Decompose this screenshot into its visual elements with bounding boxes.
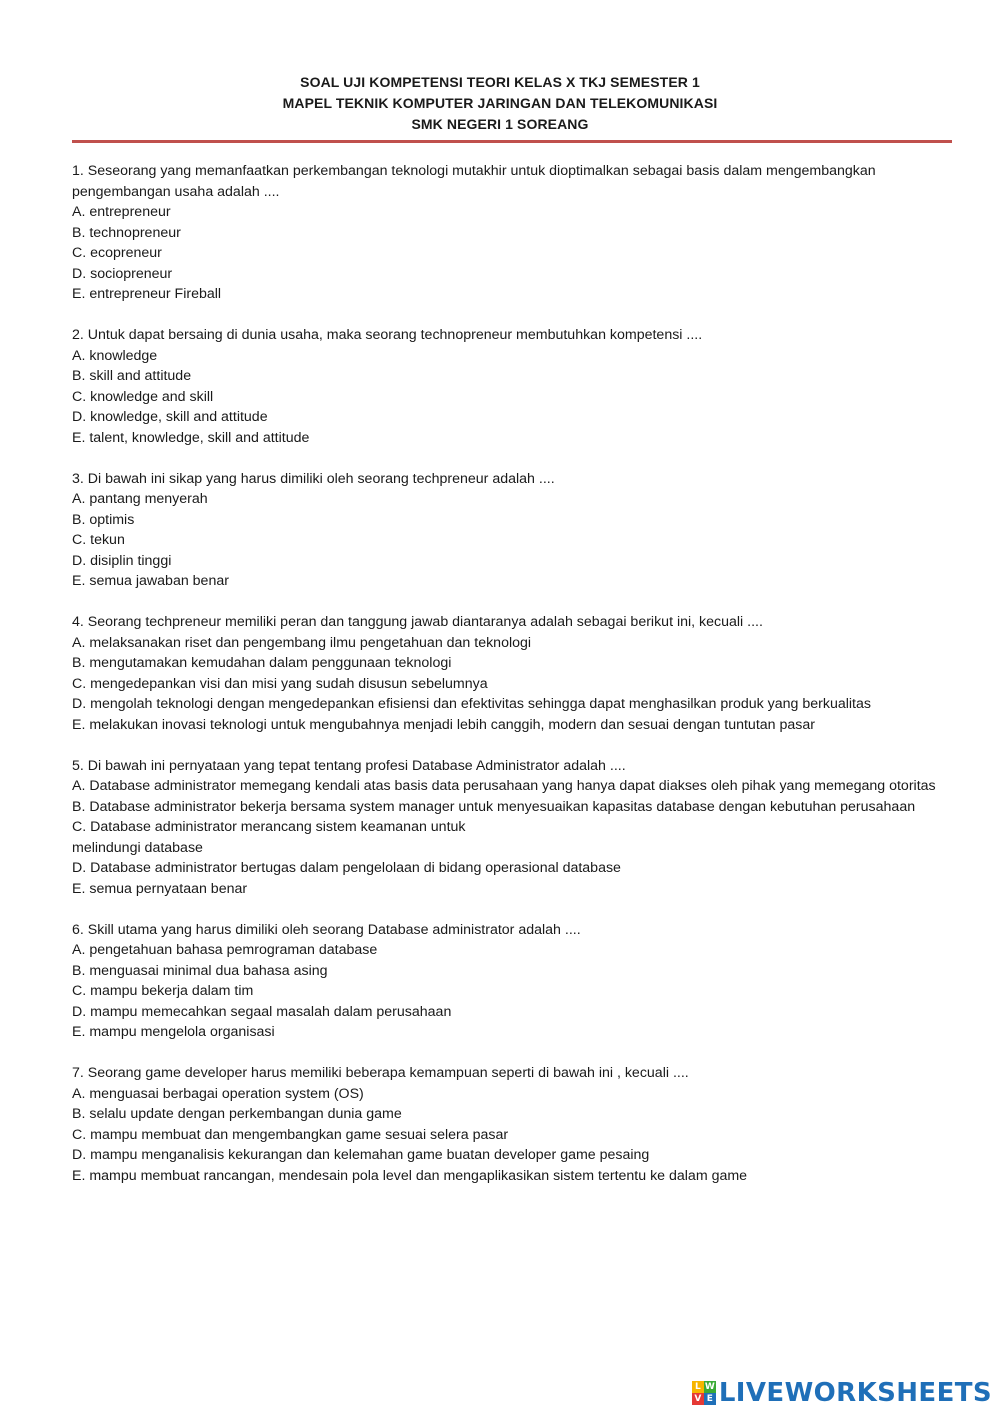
question-text: 7. Seorang game developer harus memiliki beberapa kemampuan seperti di bawah ini , kecuali .... [72, 1065, 689, 1081]
question-3 [72, 469, 944, 592]
answer-option-c: C. mampu membuat dan mengembangkan game sesuai selera pasar [72, 1126, 509, 1143]
liveworksheets-logo-icon [692, 1381, 716, 1405]
worksheet-header [0, 72, 1000, 135]
answer-option-c: C. tekun [72, 532, 125, 548]
answer-option-a: A. pengetahuan bahasa pemrograman database [72, 942, 378, 958]
question-text: 2. Untuk dapat bersaing di dunia usaha, maka seorang technopreneur membutuhkan kompetensi .... [72, 327, 703, 343]
answer-option-c: C. ecopreneur [72, 245, 162, 261]
answer-option-a: A. knowledge [72, 347, 158, 364]
question-2 [72, 325, 944, 448]
answer-option-c: C. mengedepankan visi dan misi yang sudah disusun sebelumnya [72, 675, 488, 692]
answer-option-a: A. melaksanakan riset dan pengembang ilmu pengetahuan dan teknologi [72, 634, 532, 651]
answer-option-d: D. Database administrator bertugas dalam pengelolaan di bidang operasional database [72, 860, 621, 876]
logo-icon-tile: V [692, 1393, 704, 1405]
question-4 [72, 612, 944, 735]
header-title-line-2: MAPEL TEKNIK KOMPUTER JARINGAN DAN TELEKOMUNIKASI [282, 95, 718, 111]
answer-option-d: D. mengolah teknologi dengan mengedepankan efisiensi dan efektivitas sehingga dapat menghasilkan produk yang berkualitas [72, 696, 871, 712]
question-5 [72, 756, 944, 900]
answer-option-b: B. selalu update dengan perkembangan dunia game [72, 1106, 402, 1122]
answer-option-b: B. skill and attitude [72, 368, 192, 384]
question-text: 3. Di bawah ini sikap yang harus dimiliki oleh seorang techpreneur adalah .... [72, 470, 555, 487]
header-divider [72, 140, 952, 143]
answer-option-a: A. Database administrator memegang kendali atas basis data perusahaan yang hanya dapat diakses oleh pihak yang memegang otoritas [72, 778, 936, 794]
answer-option-b: B. technopreneur [72, 224, 181, 241]
question-text: 1. Seseorang yang memanfaatkan perkembangan teknologi mutakhir untuk dioptimalkan sebagai basis dalam mengembangkan pengembangan usaha adalah .... [72, 163, 876, 200]
liveworksheets-watermark [692, 1378, 992, 1408]
question-list [72, 161, 944, 1207]
answer-option-e: E. mampu mengelola organisasi [72, 1024, 275, 1040]
answer-option-d: D. mampu memecahkan segaal masalah dalam perusahaan [72, 1003, 452, 1020]
answer-option-d: D. mampu menganalisis kekurangan dan kelemahan game buatan developer game pesaing [72, 1147, 650, 1163]
liveworksheets-logo-text: LIVEWORKSHEETS [718, 1378, 992, 1408]
answer-option-b: B. menguasai minimal dua bahasa asing [72, 962, 328, 979]
answer-option-c: C. mampu bekerja dalam tim [72, 983, 254, 999]
answer-option-d: D. sociopreneur [72, 265, 173, 282]
logo-icon-tile: E [704, 1393, 716, 1405]
answer-option-e: E. entrepreneur Fireball [72, 286, 222, 302]
logo-icon-tile: W [704, 1382, 715, 1392]
question-text: 5. Di bawah ini pernyataan yang tepat tentang profesi Database Administrator adalah .... [72, 757, 626, 774]
answer-option-a: A. menguasai berbagai operation system (OS) [72, 1085, 364, 1102]
answer-option-b: B. Database administrator bekerja bersama system manager untuk menyesuaikan kapasitas database dengan kebutuhan perusahaan [72, 798, 916, 815]
question-text: 4. Seorang techpreneur memiliki peran dan tanggung jawab diantaranya adalah sebagai berikut ini, kecuali .... [72, 614, 763, 630]
answer-option-e: E. melakukan inovasi teknologi untuk mengubahnya menjadi lebih canggih, modern dan sesuai dengan tuntutan pasar [72, 716, 815, 733]
logo-icon-tile: L [692, 1381, 704, 1393]
answer-option-c: C. Database administrator merancang sistem keamanan untuk melindungi database [72, 819, 466, 856]
answer-option-e: E. semua jawaban benar [72, 573, 229, 589]
answer-option-b: B. mengutamakan kemudahan dalam penggunaan teknologi [72, 655, 452, 671]
answer-option-d: D. disiplin tinggi [72, 552, 172, 569]
question-text: 6. Skill utama yang harus dimiliki oleh seorang Database administrator adalah .... [72, 921, 581, 938]
answer-option-a: A. entrepreneur [72, 204, 171, 220]
question-6 [72, 920, 944, 1043]
answer-option-d: D. knowledge, skill and attitude [72, 409, 268, 425]
answer-option-a: A. pantang menyerah [72, 491, 208, 507]
answer-option-e: E. mampu membuat rancangan, mendesain pola level dan mengaplikasikan sistem tertentu ke dalam game [72, 1167, 748, 1184]
header-title-line-1: SOAL UJI KOMPETENSI TEORI KELAS X TKJ SEMESTER 1 [300, 74, 700, 90]
question-1 [72, 161, 944, 305]
answer-option-e: E. talent, knowledge, skill and attitude [72, 429, 310, 446]
answer-option-b: B. optimis [72, 511, 135, 528]
question-7 [72, 1063, 944, 1186]
header-title-line-3: SMK NEGERI 1 SOREANG [411, 116, 589, 132]
answer-option-e: E. semua pernyataan benar [72, 880, 248, 897]
answer-option-c: C. knowledge and skill [72, 388, 214, 405]
